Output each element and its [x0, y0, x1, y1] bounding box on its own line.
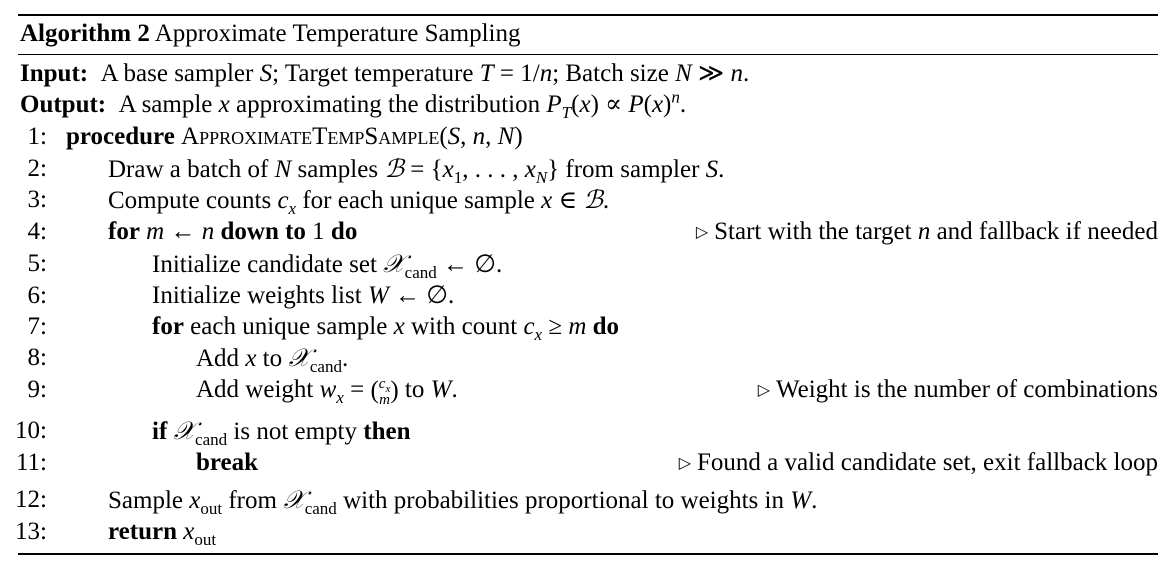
line-statement: return $x_{out}$: [108, 518, 217, 549]
line-number: 13:: [15, 518, 47, 545]
line-number: 3:: [27, 186, 47, 213]
line-statement: Sample $x_{out}$ from 𝒳$_{cand}$ with probabilities proportional to weights in W.: [108, 485, 818, 518]
output-text: A sample x approximating the distribution $P_T(x) \propto P(x)^n$.: [112, 87, 687, 122]
line-comment: [679, 447, 1158, 480]
input-line: [0, 58, 1176, 90]
comment-text: Weight is the number of combinations: [776, 376, 1158, 403]
input-text: A base sampler S; Target temperature T = 1/n; Batch size N ≫ n.: [94, 60, 750, 87]
comment-triangle-icon: ▷: [757, 382, 771, 399]
comment-triangle-icon: ▷: [695, 224, 709, 241]
line-number: 12:: [15, 486, 47, 513]
line-number: 11:: [15, 449, 47, 476]
line-number: 5:: [27, 250, 47, 277]
line-statement: Initialize weights list W ← ∅.: [152, 282, 455, 309]
algorithm-line: [0, 484, 1176, 516]
line-comment: [758, 374, 1158, 407]
line-statement: for each unique sample x with count $c_x \ge m$ do: [152, 313, 620, 344]
algorithm-line: [0, 184, 1176, 216]
line-number: 9:: [27, 376, 47, 403]
bottom-rule: [18, 553, 1158, 555]
line-number: 6:: [27, 282, 47, 309]
comment-text: Found a valid candidate set, exit fallback loop: [697, 449, 1158, 476]
output-line: [0, 89, 1176, 121]
output-label: Output:: [20, 91, 107, 118]
algorithm-title: [0, 18, 1176, 50]
algorithm-line: [0, 216, 1176, 248]
line-number: 4:: [27, 218, 47, 245]
algorithm-line: [0, 374, 1176, 406]
line-statement: Add weight $w_x = (c_x$ m) to W.: [196, 375, 458, 408]
line-statement: Compute counts $c_x$ for each unique sample x ∈ ℬ.: [108, 185, 610, 218]
comment-triangle-icon: ▷: [678, 455, 692, 472]
input-label: Input:: [20, 60, 89, 87]
line-comment: [696, 216, 1158, 249]
algorithm-line: [0, 311, 1176, 343]
comment-text: Start with the target n and fallback if needed: [714, 218, 1158, 245]
line-statement: break: [196, 449, 259, 476]
line-number: 10:: [15, 417, 47, 444]
line-number: 2:: [27, 155, 47, 182]
algorithm-line: [0, 415, 1176, 447]
algorithm-line: [0, 342, 1176, 374]
line-statement: Draw a batch of N samples ℬ = {$x_1$, . . . , $x_N$} from sampler S.: [108, 154, 725, 187]
algorithm-line: [0, 153, 1176, 185]
algorithm-name: Approximate Temperature Sampling: [154, 20, 521, 47]
algorithm-line: [0, 447, 1176, 479]
line-statement: for m ← n down to 1 do: [108, 218, 358, 245]
algorithm-number: Algorithm 2: [20, 20, 150, 47]
top-rule: [18, 14, 1158, 16]
algorithm-line: [0, 280, 1176, 312]
line-number: 7:: [27, 313, 47, 340]
line-statement: Initialize candidate set 𝒳$_{cand}$ ← ∅.: [152, 249, 503, 282]
line-statement: procedure ApproximateTempSample(S, n, N): [66, 123, 523, 150]
algorithm-line: [0, 516, 1176, 548]
line-statement: Add x to 𝒳$_{cand}$.: [196, 343, 349, 376]
algorithm-line: [0, 248, 1176, 280]
line-statement: if 𝒳$_{cand}$ is not empty then: [152, 416, 411, 449]
line-number: 8:: [27, 344, 47, 371]
line-number: 1:: [27, 123, 47, 150]
mid-rule: [18, 54, 1158, 55]
algorithm-line: [0, 121, 1176, 153]
